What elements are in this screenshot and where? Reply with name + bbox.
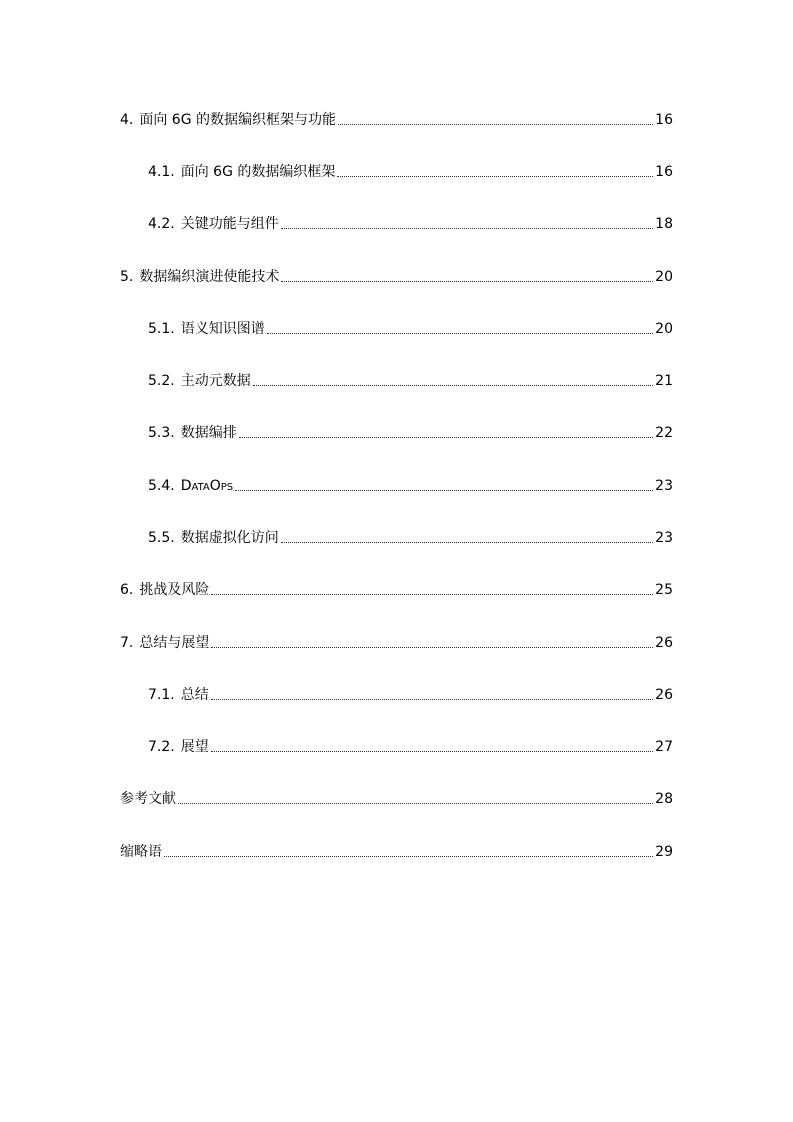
toc-entry-page: 16 xyxy=(655,112,673,128)
dot-leader xyxy=(338,123,653,125)
dot-leader xyxy=(211,593,653,595)
toc-entry-title: 数据编织演进使能技术 xyxy=(139,269,280,285)
toc-entry-5-4[interactable] xyxy=(148,473,673,495)
toc-entry-title: 缩略语 xyxy=(120,844,162,860)
toc-entry-title: 总结 xyxy=(180,687,209,703)
toc-entry-number: 7. xyxy=(120,635,134,651)
dot-leader xyxy=(211,646,653,648)
toc-entry-title: 主动元数据 xyxy=(180,373,251,389)
toc-entry-title: 总结与展望 xyxy=(139,635,210,651)
toc-entry-number: 5.1. xyxy=(148,321,175,337)
toc-entry-title: 挑战及风险 xyxy=(139,582,210,598)
dot-leader xyxy=(281,541,653,543)
toc-entry-5-3[interactable] xyxy=(148,420,673,442)
toc-entry-title: 面向 6G 的数据编织框架与功能 xyxy=(139,112,337,128)
dot-leader xyxy=(211,698,653,700)
toc-entry-4[interactable] xyxy=(120,107,673,129)
toc-entry-page: 28 xyxy=(655,791,673,807)
toc-entry-5-5[interactable] xyxy=(148,525,673,547)
toc-entry-page: 26 xyxy=(655,687,673,703)
toc-entry-4-1[interactable] xyxy=(148,159,673,181)
toc-entry-page: 29 xyxy=(655,844,673,860)
toc-entry-page: 23 xyxy=(655,478,673,494)
toc-entry-title: 参考文献 xyxy=(120,791,176,807)
toc-entry-4-2[interactable] xyxy=(148,211,673,233)
toc-entry-number: 4.2. xyxy=(148,216,175,232)
toc-entry-page: 21 xyxy=(655,373,673,389)
toc-entry-number: 4.1. xyxy=(148,164,175,180)
toc-entry-5[interactable] xyxy=(120,264,673,286)
toc-entry-7[interactable] xyxy=(120,630,673,652)
toc-entry-number: 6. xyxy=(120,582,134,598)
toc-entry-number: 5. xyxy=(120,269,134,285)
dot-leader xyxy=(267,332,653,334)
dot-leader xyxy=(211,750,653,752)
toc-entry-title: 展望 xyxy=(180,739,209,755)
toc-entry-title: 数据虚拟化访问 xyxy=(180,530,279,546)
dot-leader xyxy=(164,855,653,857)
dot-leader xyxy=(281,280,653,282)
toc-entry-title: 数据编排 xyxy=(180,425,237,441)
dot-leader xyxy=(281,227,653,229)
toc-entry-number: 5.4. xyxy=(148,478,175,494)
toc-entry-number: 4. xyxy=(120,112,134,128)
toc-entry-6[interactable] xyxy=(120,577,673,599)
toc-entry-number: 5.5. xyxy=(148,530,175,546)
toc-entry-page: 26 xyxy=(655,635,673,651)
toc-entry-number: 7.1. xyxy=(148,687,175,703)
toc-entry-5-1[interactable] xyxy=(148,316,673,338)
toc-entry-page: 23 xyxy=(655,530,673,546)
toc-entry-references[interactable] xyxy=(120,786,673,808)
toc-entry-page: 18 xyxy=(655,216,673,232)
toc-entry-7-2[interactable] xyxy=(148,734,673,756)
toc-entry-number: 7.2. xyxy=(148,739,175,755)
toc-entry-number: 5.2. xyxy=(148,373,175,389)
toc-entry-title: 面向 6G 的数据编织框架 xyxy=(180,164,336,180)
toc-entry-page: 22 xyxy=(655,425,673,441)
toc-entry-7-1[interactable] xyxy=(148,682,673,704)
toc-entry-5-2[interactable] xyxy=(148,368,673,390)
toc-entry-title: 语义知识图谱 xyxy=(180,321,265,337)
toc-entry-abbreviations[interactable] xyxy=(120,839,673,861)
toc-entry-page: 25 xyxy=(655,582,673,598)
toc-entry-page: 20 xyxy=(655,269,673,285)
dot-leader xyxy=(253,384,653,386)
dot-leader xyxy=(235,489,653,491)
toc-entry-title: DataOps xyxy=(180,478,234,494)
toc-entry-page: 16 xyxy=(655,164,673,180)
toc-entry-page: 20 xyxy=(655,321,673,337)
toc-entry-title: 关键功能与组件 xyxy=(180,216,279,232)
dot-leader xyxy=(178,802,653,804)
toc-entry-page: 27 xyxy=(655,739,673,755)
dot-leader xyxy=(337,175,653,177)
toc-entry-number: 5.3. xyxy=(148,425,175,441)
dot-leader xyxy=(239,436,653,438)
